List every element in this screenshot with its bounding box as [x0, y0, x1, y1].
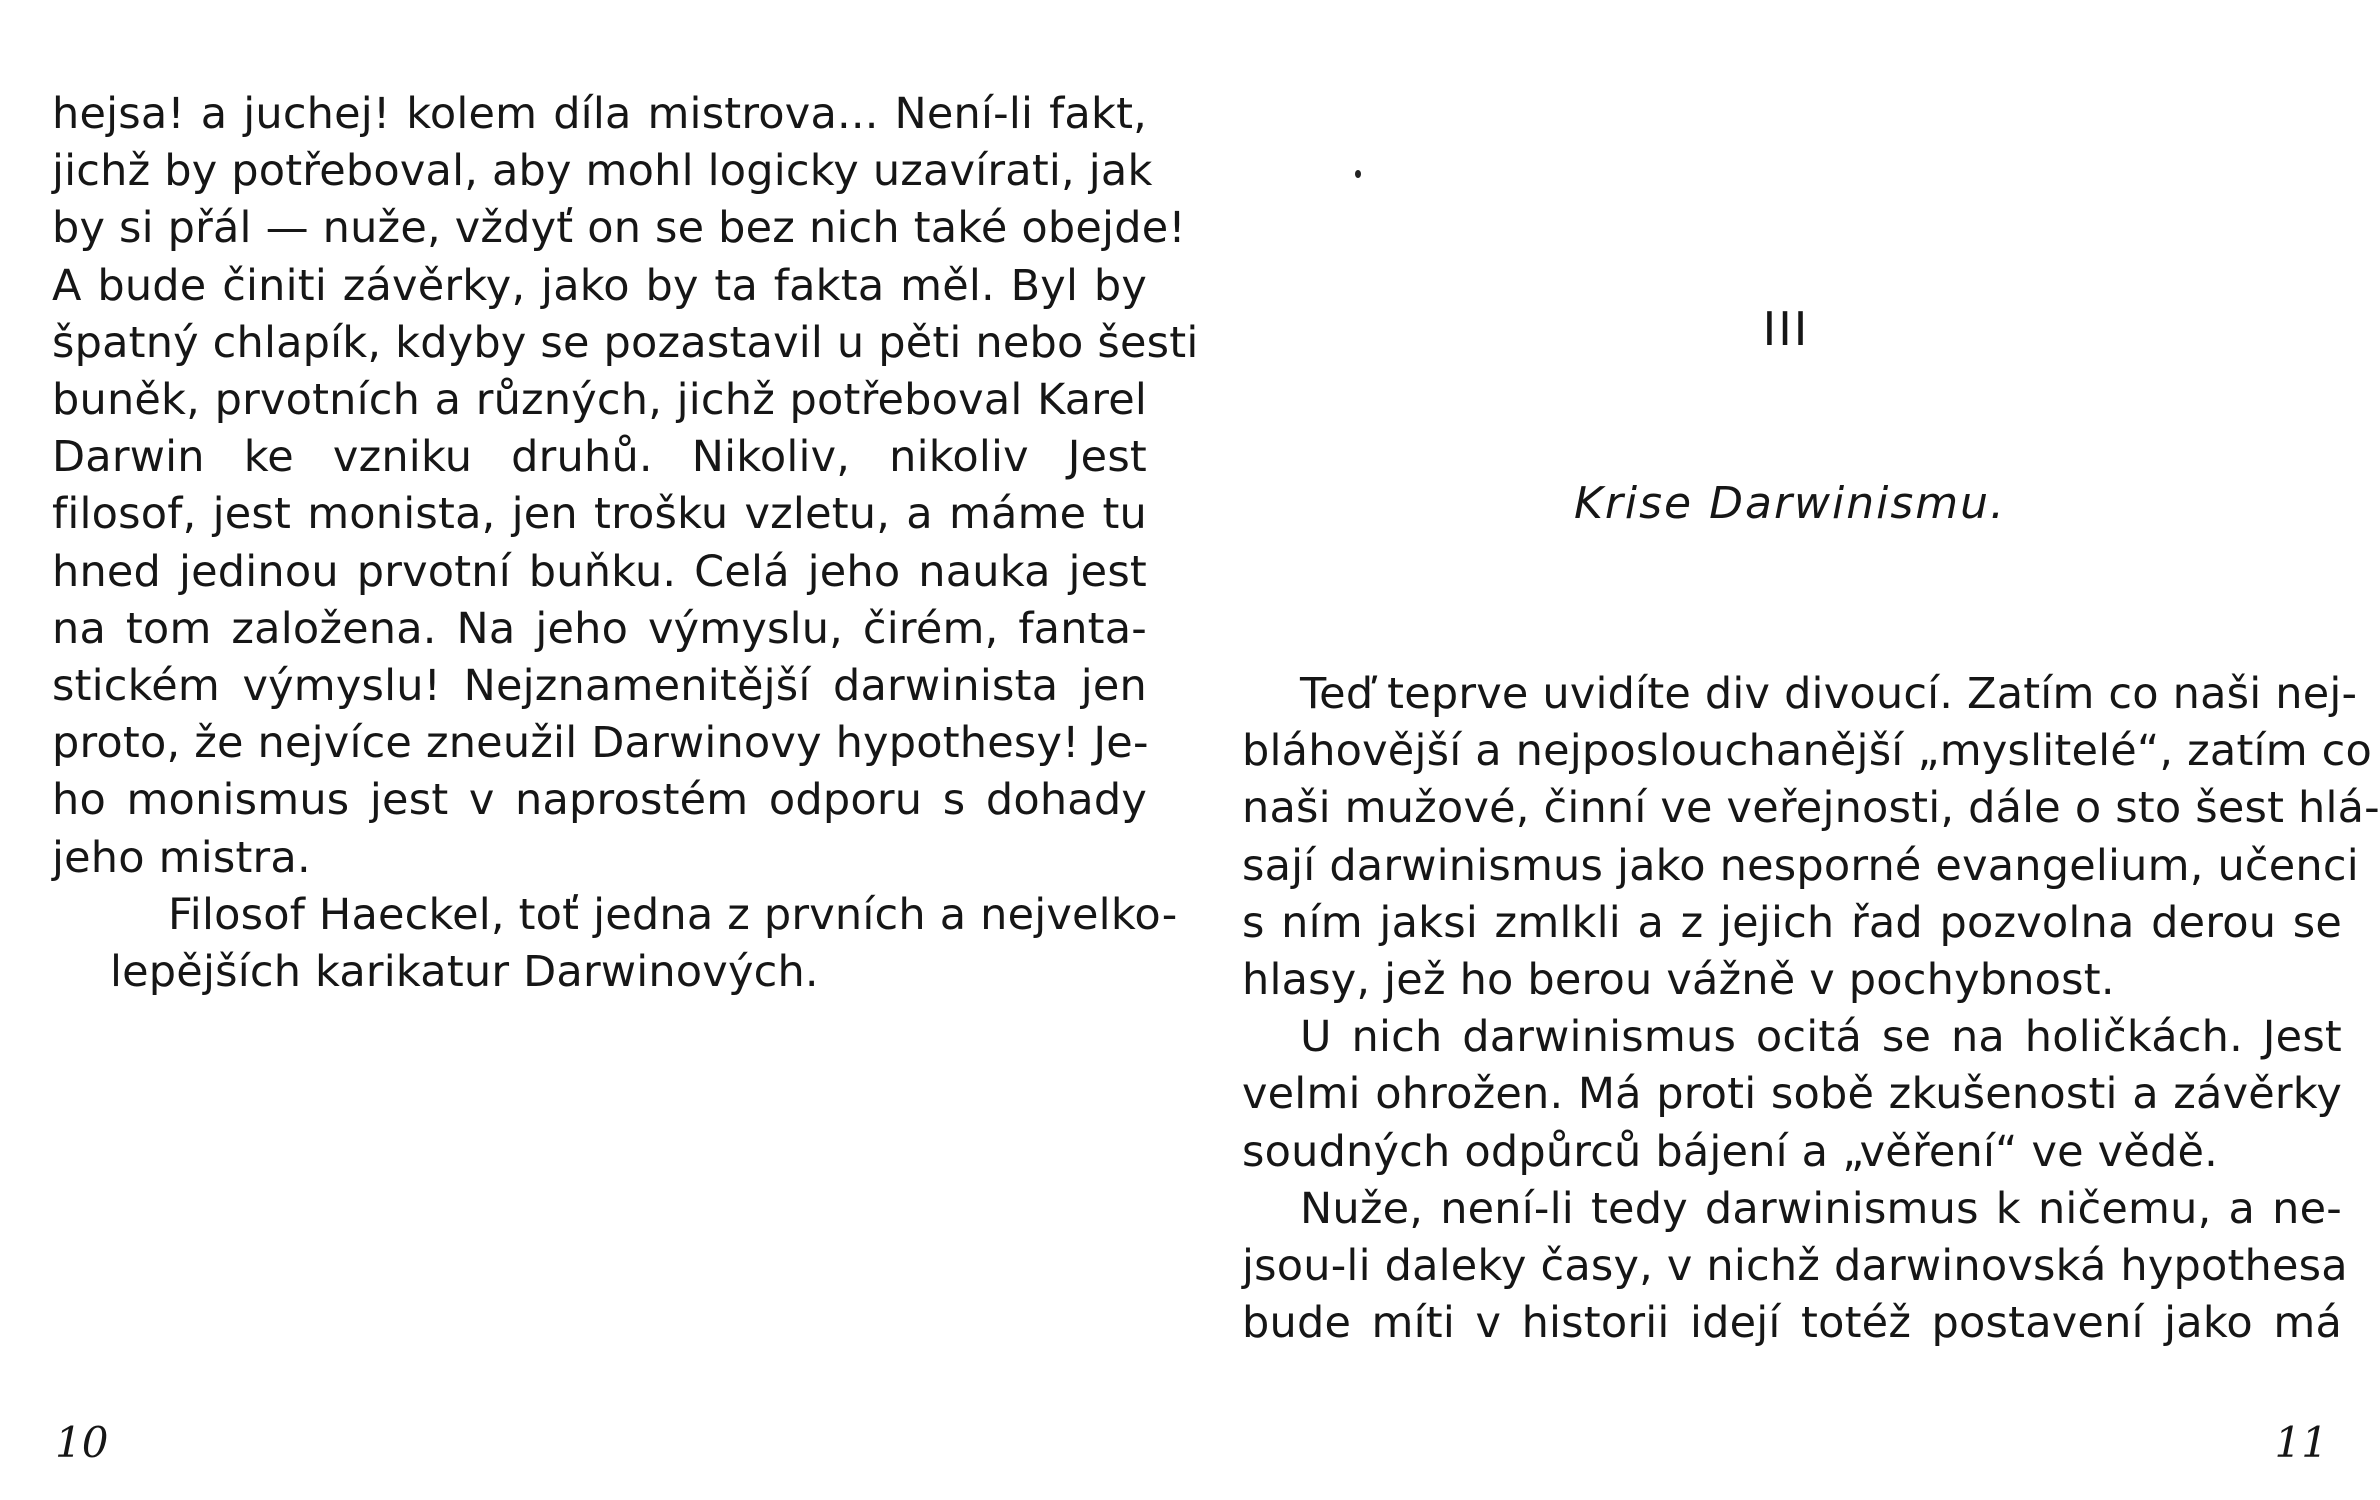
text-line: jichž by potřeboval, aby mohl logicky uzavírati, jak — [52, 146, 1153, 197]
chapter-number: III — [1762, 302, 1810, 356]
text-line: špatný chlapík, kdyby se pozastavil u pěti nebo šesti — [52, 317, 1199, 368]
text-line: Teď teprve uvidíte div divoucí. Zatím co naši nej- — [1300, 669, 2358, 719]
paragraph — [1242, 1009, 2342, 1181]
text-line: Darwin ke vzniku druhů. Nikoliv, nikoliv Jest — [52, 432, 1147, 483]
text-line: buněk, prvotních a různých, jichž potřeboval Karel — [52, 375, 1147, 426]
paragraph — [52, 86, 1199, 887]
right-page — [1190, 0, 2380, 1500]
text-line: jsou-li daleky časy, v nichž darwinovská hypothesa — [1242, 1241, 2348, 1292]
text-line: jeho mistra. — [52, 832, 311, 883]
text-line: proto, že nejvíce zneužil Darwinovy hypothesy! Je- — [52, 718, 1149, 769]
text-line: ho monismus jest v naprostém odporu s dohady — [52, 775, 1147, 826]
text-line: lepějších karikatur Darwinových. — [110, 947, 819, 998]
text-line: U nich darwinismus ocitá se na holičkách. Jest — [1300, 1012, 2342, 1063]
text-line: hned jedinou prvotní buňku. Celá jeho nauka jest — [52, 546, 1147, 597]
text-line: naši mužové, činní ve veřejnosti, dále o sto šest hlá- — [1242, 783, 2380, 834]
text-line: velmi ohrožen. Má proti sobě zkušenosti a závěrky — [1242, 1069, 2342, 1120]
paragraph — [52, 887, 1178, 1001]
text-line: filosof, jest monista, jen trošku vzletu, a máme tu — [52, 489, 1147, 540]
text-line: bude míti v historii idejí totéž postavení jako má — [1242, 1298, 2342, 1349]
text-line: soudných odpůrců bájení a „věření“ ve vědě. — [1242, 1126, 2218, 1177]
text-line: na tom založena. Na jeho výmyslu, čirém, fanta- — [52, 603, 1147, 654]
paragraph — [1242, 1181, 2348, 1353]
right-page-text-column — [1242, 666, 2380, 1352]
text-line: bláhovější a nejposlouchanější „myslitelé“, zatím co — [1242, 726, 2372, 777]
text-line: s ním jaksi zmlkli a z jejich řad pozvolna derou se — [1242, 897, 2342, 948]
chapter-title: Krise Darwinismu. — [1573, 478, 2007, 529]
page-number: 10 — [55, 1418, 109, 1467]
ink-speck — [1355, 170, 1361, 178]
page-number: 11 — [2274, 1418, 2328, 1467]
text-line: Nuže, není-li tedy darwinismus k ničemu, a ne- — [1300, 1183, 2342, 1234]
text-line: sají darwinismus jako nesporné evangelium, učenci — [1242, 840, 2359, 891]
text-line: hejsa! a juchej! kolem díla mistrova... Není-li fakt, — [52, 89, 1147, 139]
text-line: Filosof Haeckel, toť jedna z prvních a nejvelko- — [168, 889, 1178, 940]
paragraph — [1242, 666, 2380, 1009]
text-line: by si přál — nuže, vždyť on se bez nich také obejde! — [52, 203, 1186, 254]
text-line: hlasy, jež ho berou vážně v pochybnost. — [1242, 955, 2115, 1006]
text-line: stickém výmyslu! Nejznamenitější darwinista jen — [52, 661, 1147, 712]
text-line: A bude činiti závěrky, jako by ta fakta měl. Byl by — [52, 260, 1147, 311]
left-page-text-column — [52, 86, 1199, 1001]
